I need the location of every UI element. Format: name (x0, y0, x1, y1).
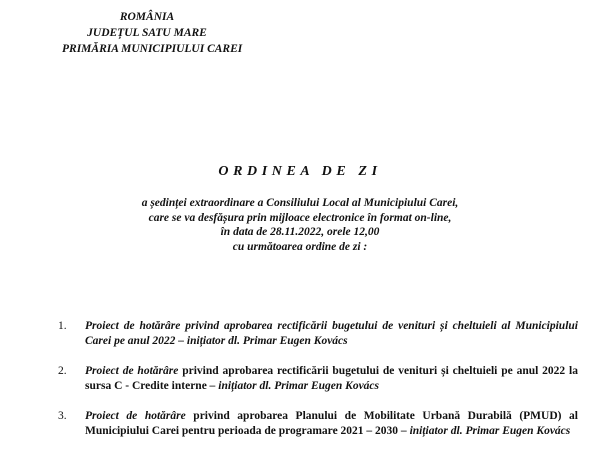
subtitle-line: a ședinței extraordinare a Consiliului Local al Municipiului Carei, (141, 197, 459, 209)
subtitle-line: care se va desfășura prin mijloace electronice în format on-line, (148, 211, 452, 224)
letterhead-country: ROMÂNIA (119, 11, 175, 23)
agenda-item-text: privind aprobarea Planului de Mobilitate Urbană Durabilă (PMUD) al Municipiului Carei pentru perioada de programare 2021 – 2030 (85, 410, 578, 437)
agenda-item (58, 319, 578, 349)
subtitle-line: în data de 28.11.2022, orele 12,00 (220, 226, 380, 239)
agenda-item-lead: Proiect de hotărâre (85, 410, 186, 422)
agenda-item-lead: Proiect de hotărâre (85, 365, 179, 377)
letterhead-county: JUDEȚUL SATU MARE (87, 27, 207, 39)
agenda-item-number: 2. (58, 365, 67, 377)
agenda-item (58, 364, 578, 394)
agenda-item (58, 409, 578, 439)
page-title: ORDINEA DE ZI (218, 164, 382, 179)
agenda-item-number: 1. (58, 320, 67, 332)
agenda-list (58, 319, 578, 454)
agenda-item-initiator: – inițiator dl. Primar Eugen Kovács (206, 380, 379, 392)
letterhead (62, 9, 243, 57)
meeting-description (0, 196, 600, 254)
agenda-item-number: 3. (58, 410, 67, 422)
agenda-item-text: privind aprobarea rectificării bugetului de venituri și cheltuieli pe anul 2022 la sursa C - Credite interne (85, 365, 578, 392)
agenda-item-text: Proiect de hotărâre privind aprobarea rectificării bugetului de venituri și cheltuieli al Municipiului Carei pe anul 2022 (85, 320, 578, 347)
subtitle-line: cu următoarea ordine de zi : (232, 240, 368, 253)
agenda-item-initiator: – inițiator dl. Primar Eugen Kovács (175, 335, 348, 347)
agenda-item-initiator: – inițiator dl. Primar Eugen Kovács (398, 425, 571, 437)
letterhead-institution: PRIMĂRIA MUNICIPIULUI CAREI (62, 43, 243, 55)
